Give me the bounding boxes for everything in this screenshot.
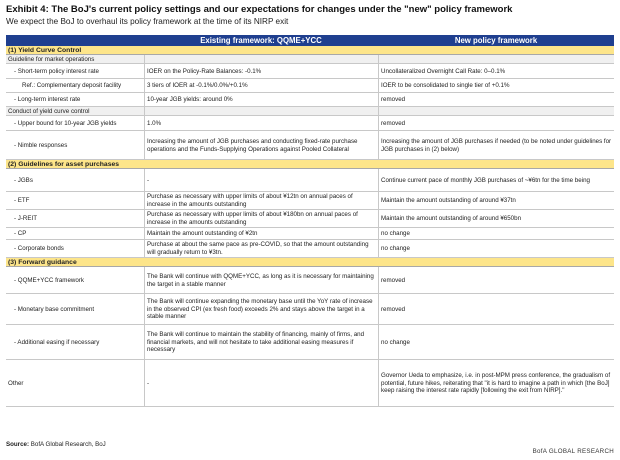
- section-label: (1) Yield Curve Control: [8, 47, 82, 54]
- existing-cell: -: [144, 360, 378, 407]
- new-cell: no change: [378, 325, 614, 360]
- brand-label: BofA GLOBAL RESEARCH: [532, 448, 614, 455]
- table-row: [6, 267, 614, 294]
- row-label: - Additional easing if necessary: [14, 338, 100, 346]
- existing-cell: -: [144, 169, 378, 192]
- table-row: [6, 169, 614, 192]
- new-cell: Maintain the amount outstanding of around ¥37tn: [378, 192, 614, 210]
- source-text: BofA Global Research, BoJ: [29, 441, 106, 448]
- table-row: [6, 360, 614, 407]
- row-label: - Long-term interest rate: [14, 96, 81, 104]
- row-label: - Monetary base commitment: [14, 305, 95, 313]
- existing-cell: Purchase as necessary with upper limits of about ¥180bn on annual paces of increase in the amounts outstanding: [144, 210, 378, 228]
- subheader-label: Conduct of yield curve control: [8, 108, 90, 115]
- table-row: [6, 79, 614, 93]
- section-row: [6, 258, 614, 267]
- empty-cell: [144, 55, 378, 64]
- column-header-existing: Existing framework: QQME+YCC: [200, 36, 322, 45]
- existing-cell: Purchase at about the same pace as pre-COVID, so that the amount outstanding will gradually return to ¥3tn.: [144, 240, 378, 258]
- new-cell: Continue current pace of monthly JGB purchases of ~¥6tn for the time being: [378, 169, 614, 192]
- section-label: (2) Guidelines for asset purchases: [8, 161, 120, 168]
- row-label: - Upper bound for 10-year JGB yields: [14, 119, 117, 127]
- subheader-row: [6, 55, 614, 64]
- exhibit-title: Exhibit 4: The BoJ's current policy settings and our expectations for changes under the "new" policy framework: [6, 4, 513, 15]
- existing-cell: Increasing the amount of JGB purchases and conducting fixed-rate purchase operations and the Funds-Supplying Operations against Pooled Collateral: [144, 131, 378, 160]
- existing-cell: The Bank will continue to maintain the stability of financing, mainly of firms, and financial markets, and will not hesitate to take additional easing measures if necessary: [144, 325, 378, 360]
- new-cell: Increasing the amount of JGB purchases if needed (to be noted under guidelines for JGB purchases in (2) below): [378, 131, 614, 160]
- table-row: [6, 325, 614, 360]
- empty-cell: [378, 107, 614, 116]
- row-label: - QQME+YCC framework: [14, 276, 84, 284]
- new-cell: removed: [378, 294, 614, 325]
- row-label: - ETF: [14, 197, 30, 205]
- table-row: [6, 116, 614, 131]
- row-label: - JGBs: [14, 176, 33, 184]
- section-label: (3) Forward guidance: [8, 259, 77, 266]
- section-row: [6, 160, 614, 169]
- table-row: [6, 294, 614, 325]
- table-row: [6, 64, 614, 79]
- row-label: - Corporate bonds: [14, 245, 64, 253]
- row-label: - J-REIT: [14, 215, 38, 223]
- subheader-label: Guideline for market operations: [8, 56, 95, 63]
- row-label: - CP: [14, 230, 27, 238]
- policy-table: [6, 46, 614, 407]
- table-row: [6, 210, 614, 228]
- column-header-new: New policy framework: [454, 36, 538, 45]
- table-row: [6, 131, 614, 160]
- new-cell: no change: [378, 240, 614, 258]
- new-cell: IOER to be consolidated to single tier of +0.1%: [378, 79, 614, 93]
- new-cell: removed: [378, 116, 614, 131]
- table-header: [6, 35, 614, 46]
- new-cell: no change: [378, 228, 614, 240]
- source-label: Source:: [6, 441, 30, 448]
- subheader-row: [6, 107, 614, 116]
- table-row: [6, 192, 614, 210]
- existing-cell: The Bank will continue expanding the monetary base until the YoY rate of increase in the observed CPI (ex fresh food) exceeds 2% and stays above the target in a stable manner: [144, 294, 378, 325]
- new-cell: Governor Ueda to emphasize, i.e. in post-MPM press conference, the gradualism of potential, future hikes, reiterating that "it is hard to imagine a path in which [the BoJ] keep raising the interest rate rapidly [following the exit from NIRP].": [378, 360, 614, 407]
- exhibit-subtitle: We expect the BoJ to overhaul its policy framework at the time of its NIRP exit: [6, 17, 289, 26]
- row-label: Ref.: Complementary deposit facility: [22, 82, 122, 90]
- new-cell: Maintain the amount outstanding of around ¥650bn: [378, 210, 614, 228]
- table-row: [6, 240, 614, 258]
- existing-cell: Purchase as necessary with upper limits of about ¥12tn on annual paces of increase in the amounts outstanding: [144, 192, 378, 210]
- existing-cell: Maintain the amount outstanding of ¥2tn: [144, 228, 378, 240]
- table-row: [6, 228, 614, 240]
- empty-cell: [144, 107, 378, 116]
- table-row: [6, 93, 614, 107]
- section-row: [6, 46, 614, 55]
- new-cell: removed: [378, 93, 614, 107]
- row-label: Other: [8, 379, 24, 387]
- existing-cell: 10-year JGB yields: around 0%: [144, 93, 378, 107]
- existing-cell: 1.0%: [144, 116, 378, 131]
- existing-cell: The Bank will continue with QQME+YCC, as long as it is necessary for maintaining the target in a stable manner: [144, 267, 378, 294]
- empty-cell: [378, 55, 614, 64]
- existing-cell: IOER on the Policy-Rate Balances: -0.1%: [144, 64, 378, 79]
- row-label: - Short-term policy interest rate: [14, 67, 99, 75]
- source-note: [6, 441, 106, 448]
- row-label: - Nimble responses: [14, 141, 68, 149]
- existing-cell: 3 tiers of IOER at -0.1%/0.0%/+0.1%: [144, 79, 378, 93]
- new-cell: removed: [378, 267, 614, 294]
- new-cell: Uncollateralized Overnight Call Rate: 0–0.1%: [378, 64, 614, 79]
